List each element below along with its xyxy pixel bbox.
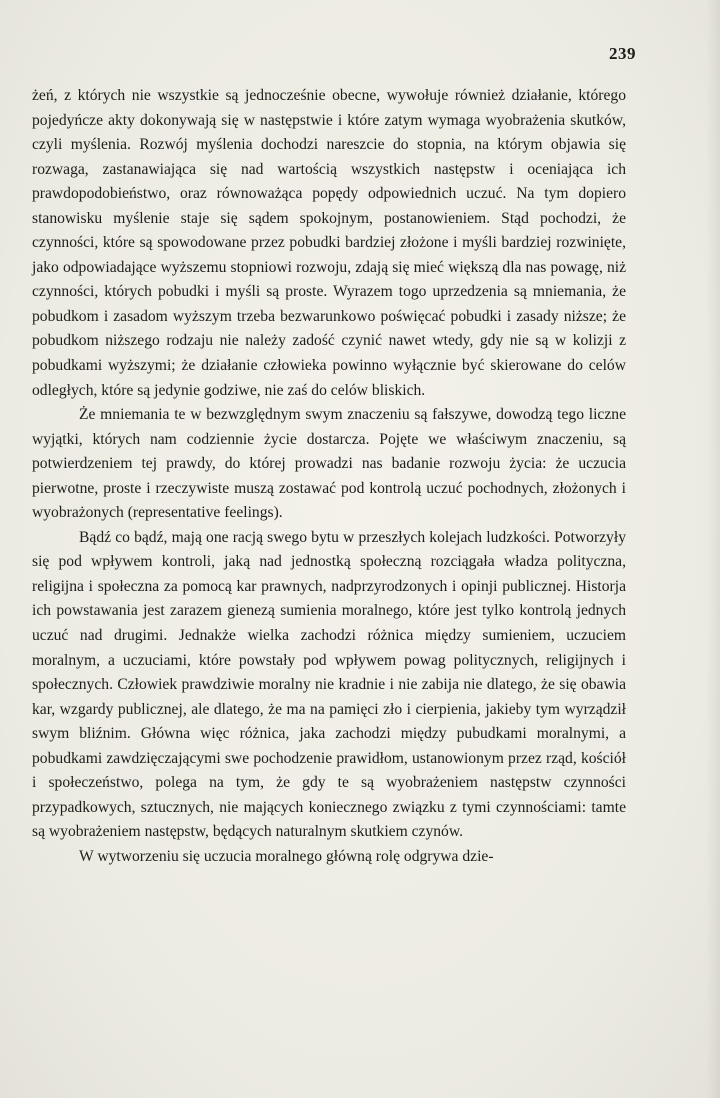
page-number: 239 [609, 44, 636, 63]
paragraph-2: Że mniemania te w bezwzględnym swym znaczeniu są fałszywe, dowodzą tego liczne wyjątki, których nam codziennie życie dostarcza. Pojęte we właściwym znaczeniu, są potwierdzeniem tej prawdy, do której prowadzi nas badanie rozwoju życia: że uczucia pierwotne, proste i rzeczywiste muszą zostawać pod kontrolą uczuć pochodnych, złożonych i wyobrażonych (representative feelings). [32, 406, 626, 522]
page-edge-shadow [706, 0, 720, 1098]
page-body-text [32, 84, 626, 870]
paragraph-3: Bądź co bądź, mają one racją swego bytu w przeszłych kolejach ludzkości. Potworzyły się pod wpływem kontroli, jaką nad jednostką społeczną rozciągała władza polityczna, religijna i społeczna za pomocą kar prawnych, nadprzyrodzonych i opinji publicznej. Historja ich powstawania jest zarazem gienezą sumienia moralnego, które jest tylko kontrolą jednych uczuć nad drugimi. Jednakże wielka zachodzi różnica między sumieniem, uczuciem moralnym, a uczuciami, które powstały pod wpływem powag politycznych, religijnych i społecznych. Człowiek prawdziwie moralny nie kradnie i nie zabija nie dlatego, że się obawia kar, wzgardy publicznej, ale dlatego, że ma na pamięci zło i cierpienia, jakieby tym wyrządził swym bliźnim. Główna więc różnica, jaka zachodzi między pubudkami moralnymi, a pobudkami zawdzięczającymi swe pochodzenie prawidłom, ustanowionym przez rząd, kościół i społeczeństwo, polega na tym, że gdy te są wyobrażeniem następstw czynności przypadkowych, sztucznych, nie mających koniecznego związku z tymi czynnościami: tamte są wyobrażeniem następstw, będących naturalnym skutkiem czynów. [32, 528, 626, 841]
paragraph-4: W wytworzeniu się uczucia moralnego główną rolę odgrywa dzie- [79, 847, 494, 865]
paragraph-1: żeń, z których nie wszystkie są jednocześnie obecne, wywołuje również działanie, którego pojedyńcze akty dokonywają się w następstwie i które zatym wymaga wyobrażenia skutków, czyli myślenia. Rozwój myślenia dochodzi nareszcie do stopnia, na którym objawia się rozwaga, zastanawiająca się nad wartością wszystkich następstw i oceniająca ich prawdopodobieństwo, oraz równoważąca popędy odpowiednich uczuć. Na tym dopiero stanowisku myślenie staje się sądem spokojnym, postanowieniem. Stąd pochodzi, że czynności, które są spowodowane przez pobudki bardziej złożone i myśli bardziej rozwinięte, jako odpowiadające wyższemu stopniowi rozwoju, zdają się mieć większą dla nas powagę, niż czynności, których pobudki i myśli są proste. Wyrazem togo uprzedzenia są mniemania, że pobudkom i zasadom wyższym trzeba bezwarunkowo poświęcać pobudki i zasady niższe; że pobudkom niższego rodzaju nie należy zadość czynić nawet wtedy, gdy nie są w kolizji z pobudkami wyższymi; że działanie człowieka powinno wyłącznie być skierowane do celów odległych, które są jedynie godziwe, nie zaś do celów bliskich. [32, 87, 626, 399]
